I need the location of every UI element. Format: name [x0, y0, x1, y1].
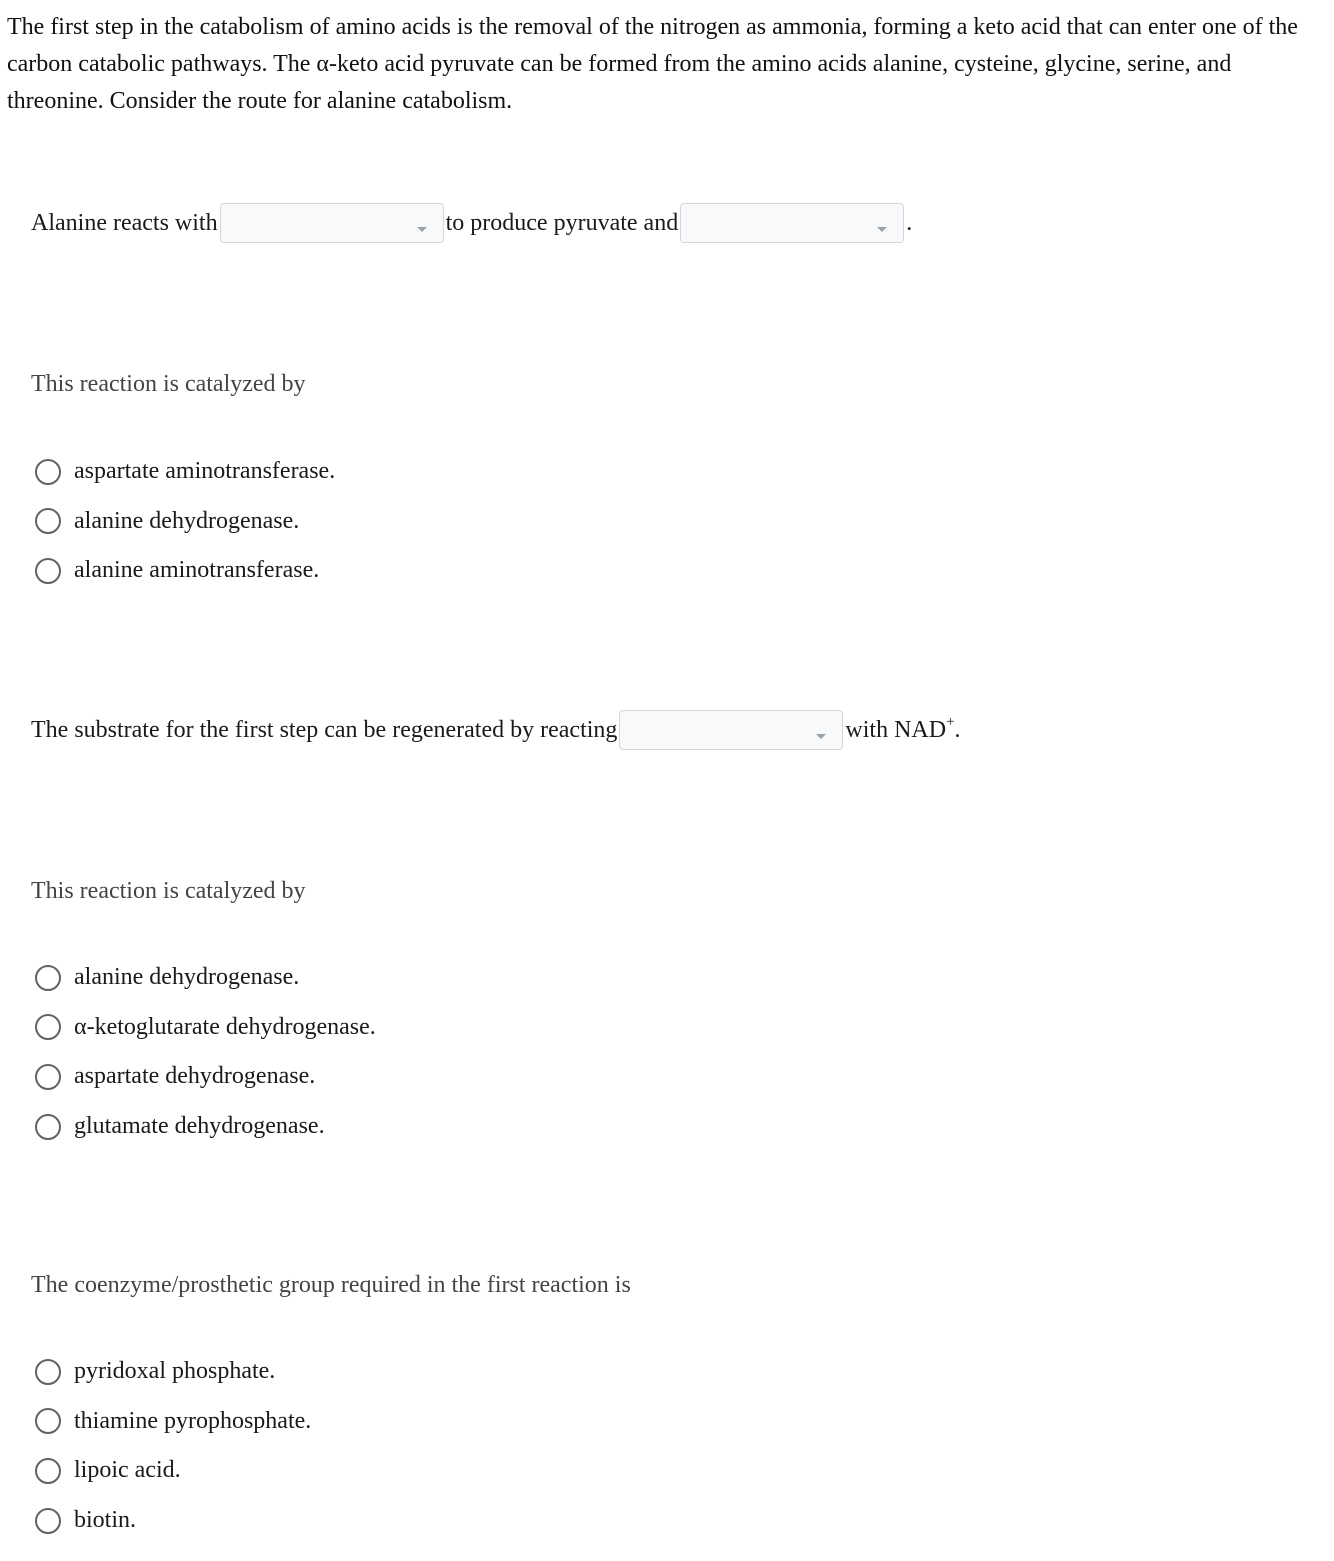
- option-label: glutamate dehydrogenase.: [74, 1113, 325, 1140]
- radio-button[interactable]: [35, 1014, 61, 1040]
- radio-button[interactable]: [35, 1458, 61, 1484]
- option-label: lipoic acid.: [74, 1457, 181, 1484]
- q5-option[interactable]: [35, 1496, 311, 1546]
- option-label: aspartate aminotransferase.: [74, 458, 336, 485]
- q1-dropdown-2[interactable]: [680, 203, 904, 243]
- q4-option[interactable]: [35, 953, 376, 1003]
- q1-text-1: Alanine reacts with: [31, 210, 218, 236]
- chevron-down-icon: [877, 227, 887, 232]
- radio-button[interactable]: [35, 459, 61, 485]
- q2-option[interactable]: [35, 497, 335, 547]
- q5-prompt: The coenzyme/prosthetic group required in the first reaction is: [31, 1272, 631, 1298]
- radio-button[interactable]: [35, 508, 61, 534]
- option-label: alanine aminotransferase.: [74, 557, 320, 584]
- q3-text-2-main: with NAD: [845, 717, 947, 743]
- q5-options: [35, 1347, 311, 1545]
- q1-text-3: .: [906, 210, 913, 236]
- q1-text-2: to produce pyruvate and: [445, 210, 679, 236]
- option-label: α-ketoglutarate dehydrogenase.: [74, 1013, 376, 1040]
- chevron-down-icon: [417, 227, 427, 232]
- intro-paragraph: The first step in the catabolism of amino acids is the removal of the nitrogen as ammonia, forming a keto acid that can enter one of the carbon catabolic pathways. The α-keto acid pyruvate can be formed from the amino acids alanine, cysteine, glycine, serine, and threonine. Consider the route for alanine catabolism.: [7, 14, 1298, 114]
- radio-button[interactable]: [35, 1359, 61, 1385]
- q4-prompt: This reaction is catalyzed by: [31, 878, 306, 904]
- q1-dropdown-1[interactable]: [220, 203, 444, 243]
- chevron-down-icon: [816, 734, 826, 739]
- q2-option[interactable]: [35, 546, 335, 596]
- radio-button[interactable]: [35, 1064, 61, 1090]
- option-label: alanine dehydrogenase.: [74, 964, 300, 991]
- q4-option[interactable]: [35, 1102, 376, 1152]
- option-label: alanine dehydrogenase.: [74, 507, 300, 534]
- q4-option[interactable]: [35, 1052, 376, 1102]
- q5-option[interactable]: [35, 1446, 311, 1496]
- radio-button[interactable]: [35, 1508, 61, 1534]
- option-label: aspartate dehydrogenase.: [74, 1063, 316, 1090]
- question-3: [31, 708, 961, 752]
- option-label: thiamine pyrophosphate.: [74, 1407, 312, 1434]
- q5-option[interactable]: [35, 1347, 311, 1397]
- radio-button[interactable]: [35, 558, 61, 584]
- q5-option[interactable]: [35, 1397, 311, 1447]
- radio-button[interactable]: [35, 965, 61, 991]
- option-label: pyridoxal phosphate.: [74, 1358, 276, 1385]
- radio-button[interactable]: [35, 1114, 61, 1140]
- option-label: biotin.: [74, 1507, 137, 1534]
- q2-option[interactable]: [35, 447, 335, 497]
- q2-options: [35, 447, 335, 596]
- q4-options: [35, 953, 376, 1151]
- superscript-plus: +: [946, 714, 955, 730]
- q3-dropdown[interactable]: [619, 710, 843, 750]
- q3-text-3: .: [954, 717, 961, 743]
- q3-text-1: The substrate for the first step can be regenerated by reacting: [31, 717, 618, 743]
- q2-prompt: This reaction is catalyzed by: [31, 371, 306, 397]
- q3-text-2: [845, 708, 960, 752]
- q4-option[interactable]: [35, 1003, 376, 1053]
- question-1: [31, 201, 912, 245]
- radio-button[interactable]: [35, 1408, 61, 1434]
